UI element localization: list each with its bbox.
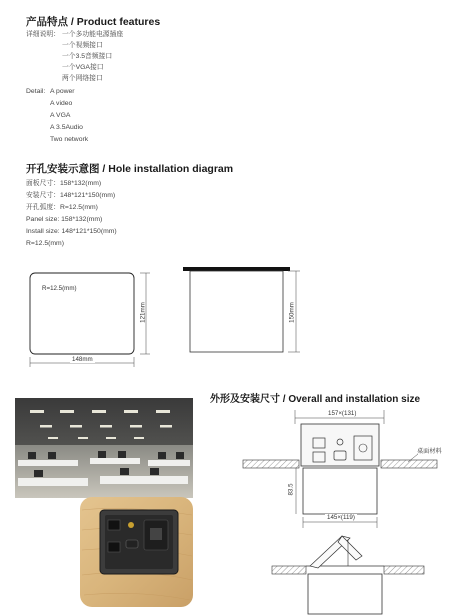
hole-spec-line: 开孔弧度：R=12.5(mm) — [26, 204, 98, 211]
desk-label: 桌面材料 — [417, 448, 442, 455]
height-dim-label: 83.5 — [287, 483, 295, 496]
features-title: 产品特点 / Product features — [26, 16, 161, 28]
hole-spec-line: Install size: 148*121*150(mm) — [26, 228, 117, 235]
height-label: 121mm — [139, 302, 147, 323]
width-label: 148mm — [72, 356, 93, 363]
detail-en-item: A 3.5Audio — [50, 124, 83, 131]
bottom-dim-label: 145×(119) — [327, 514, 355, 521]
detail-cn-item: 一个3.5音频接口 — [62, 53, 113, 60]
detail-en-item: A VGA — [50, 112, 71, 119]
detail-cn-item: 一个VGA接口 — [62, 64, 104, 71]
overall-title: 外形及安装尺寸 / Overall and installation size — [210, 394, 421, 405]
hole-spec-line: 安装尺寸：148*121*150(mm) — [26, 192, 116, 199]
detail-en-item: A power — [50, 88, 75, 95]
hole-spec-line: R=12.5(mm) — [26, 240, 64, 247]
detail-cn-item: 两个网络接口 — [62, 75, 103, 82]
depth-label: 150mm — [288, 302, 296, 323]
hole-spec-line: 面板尺寸：158*132(mm) — [26, 180, 102, 187]
top-dim-label: 157×(131) — [328, 410, 357, 417]
hole-spec-line: Panel size: 158*132(mm) — [26, 216, 103, 223]
detail-en-item: A video — [50, 100, 73, 107]
detail-cn-item: 一个视频接口 — [62, 42, 103, 49]
detail-en-item: Two network — [50, 136, 89, 143]
hole-title: 开孔安装示意图 / Hole installation diagram — [26, 163, 234, 175]
details-en-label: Detail: — [26, 88, 46, 95]
details-cn-label: 详细说明： — [26, 31, 60, 38]
radius-label: R=12.5(mm) — [42, 285, 77, 292]
detail-cn-item: 一个多功能电源插座 — [62, 31, 124, 38]
